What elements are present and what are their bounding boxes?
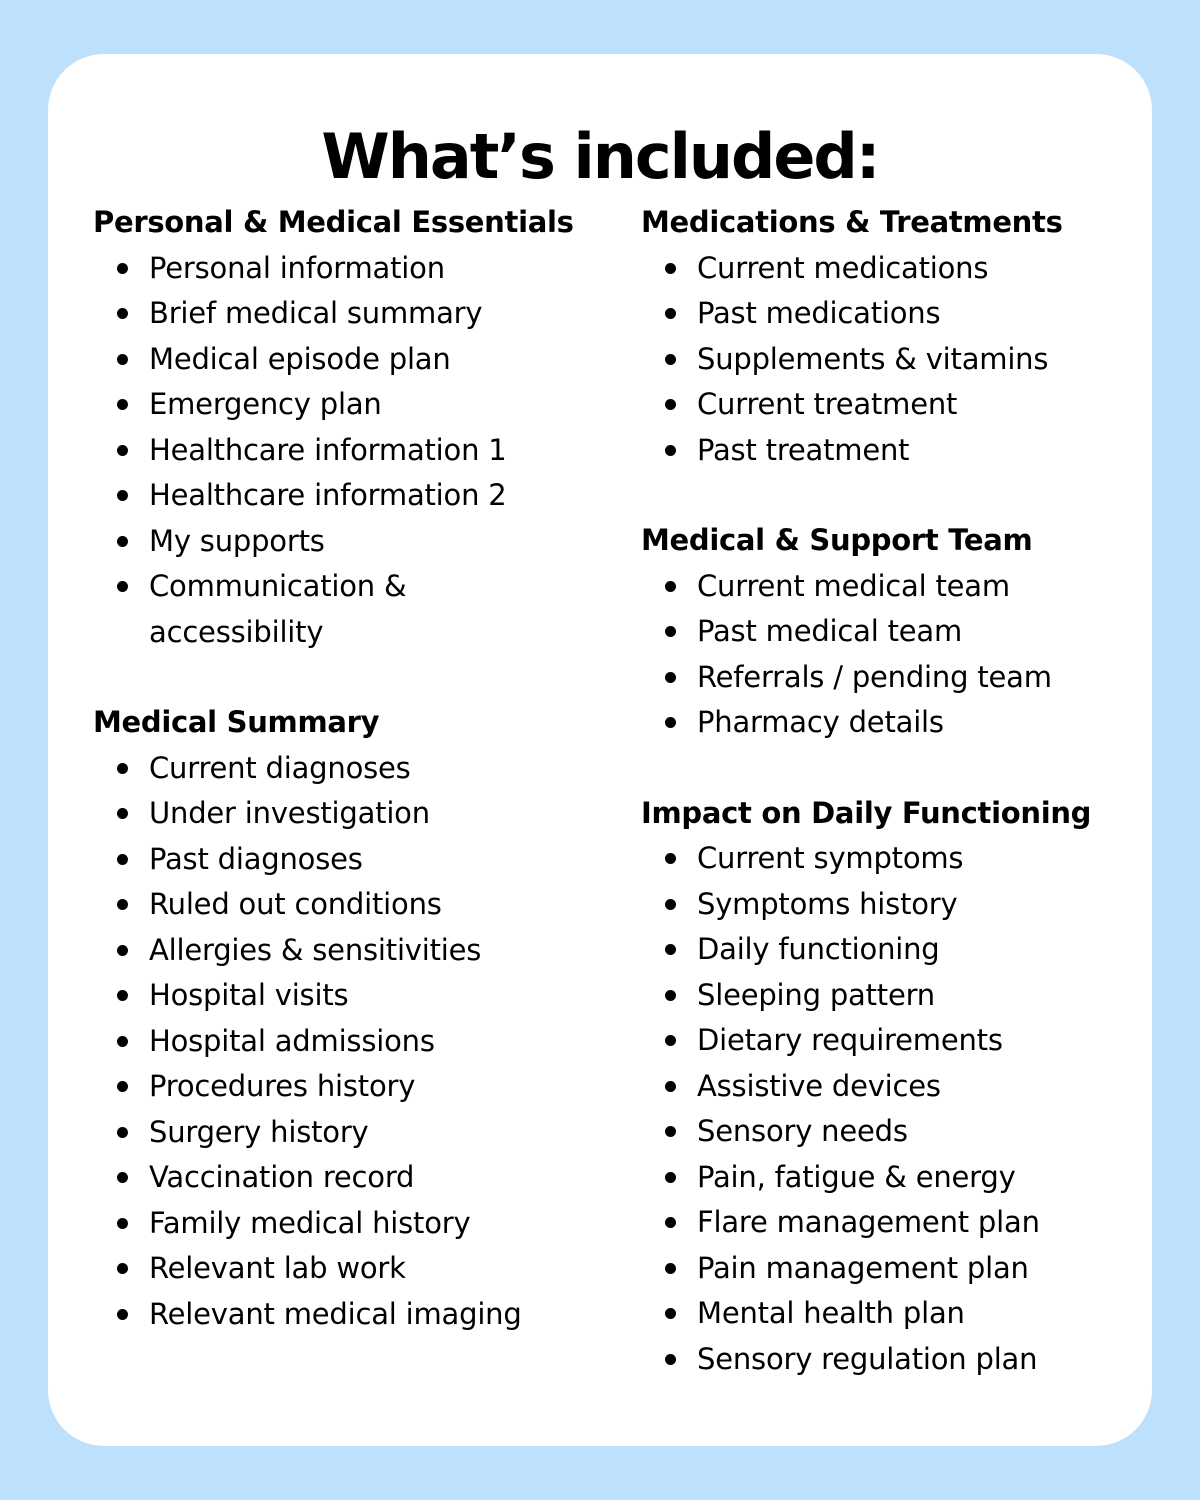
item-list — [641, 564, 1131, 746]
bullet-icon — [665, 1126, 676, 1137]
list-item-label: Family medical history — [149, 1205, 471, 1240]
list-item — [641, 1064, 1131, 1110]
bullet-icon — [117, 581, 128, 592]
left-column — [93, 200, 613, 1382]
section-personal-and-medical-essentials — [93, 200, 613, 655]
item-list — [641, 246, 1131, 474]
list-item — [93, 1155, 613, 1201]
list-item — [93, 928, 613, 974]
list-item — [641, 700, 1131, 746]
list-item-label: Current symptoms — [697, 841, 964, 875]
bullet-icon — [665, 1263, 676, 1274]
bullet-icon — [117, 490, 128, 501]
list-item — [641, 1109, 1131, 1155]
section-heading: Medical Summary — [93, 705, 380, 739]
bullet-icon — [117, 445, 128, 456]
list-item — [93, 1110, 613, 1156]
list-item — [93, 246, 613, 292]
list-item-label: Pain management plan — [697, 1250, 1029, 1285]
bullet-icon — [117, 945, 128, 956]
item-list — [93, 746, 613, 1338]
list-item-label: Personal information — [149, 250, 445, 285]
list-item-label: Allergies & sensitivities — [149, 932, 482, 967]
list-item-label: Daily functioning — [697, 932, 940, 966]
section-medical-summary — [93, 700, 613, 1337]
list-item-label: Healthcare information 2 — [149, 478, 507, 512]
bullet-icon — [665, 581, 676, 592]
list-item — [93, 1292, 613, 1338]
list-item-label: Hospital admissions — [149, 1023, 435, 1058]
bullet-icon — [665, 1172, 676, 1183]
list-item — [641, 337, 1131, 383]
bullet-icon — [117, 1309, 128, 1320]
list-item — [641, 1155, 1131, 1201]
list-item — [93, 382, 613, 428]
bullet-icon — [117, 536, 128, 547]
list-item — [641, 882, 1131, 928]
list-item-label: Assistive devices — [697, 1068, 941, 1103]
list-item — [93, 473, 613, 519]
list-item — [641, 973, 1131, 1019]
list-item-label: Sensory regulation plan — [697, 1341, 1038, 1376]
bullet-icon — [665, 445, 676, 456]
list-item — [93, 746, 613, 792]
list-item — [641, 291, 1131, 337]
list-item — [93, 1246, 613, 1292]
bullet-icon — [665, 354, 676, 365]
list-item-label: Dietary requirements — [697, 1023, 1003, 1057]
list-item-label: Supplements & vitamins — [697, 341, 1049, 376]
section-heading: Medical & Support Team — [641, 523, 1033, 557]
section-impact-on-daily-functioning — [641, 791, 1131, 1383]
bullet-icon — [117, 399, 128, 410]
bullet-icon — [665, 1308, 676, 1319]
bullet-icon — [117, 808, 128, 819]
bullet-icon — [665, 399, 676, 410]
list-item — [93, 882, 613, 928]
bullet-icon — [117, 308, 128, 319]
list-item-label: Brief medical summary — [149, 296, 483, 330]
bullet-icon — [665, 853, 676, 864]
bullet-icon — [665, 626, 676, 637]
list-item — [641, 564, 1131, 610]
list-item-label: Communication & accessibility — [149, 569, 407, 649]
list-item-label: Under investigation — [149, 796, 430, 830]
bullet-icon — [117, 263, 128, 274]
list-item — [93, 973, 613, 1019]
list-item-label: Mental health plan — [697, 1296, 965, 1330]
bullet-icon — [117, 1036, 128, 1047]
list-item — [93, 519, 613, 565]
bullet-icon — [117, 854, 128, 865]
content-card — [48, 54, 1152, 1446]
list-item — [641, 655, 1131, 701]
list-item — [93, 837, 613, 883]
list-item-label: Sensory needs — [697, 1114, 908, 1148]
bullet-icon — [665, 990, 676, 1001]
list-item-label: Vaccination record — [149, 1160, 415, 1194]
list-item — [93, 1019, 613, 1065]
list-item-label: Healthcare information 1 — [149, 432, 507, 467]
section-medical-and-support-team — [641, 518, 1131, 746]
list-item — [93, 564, 449, 655]
list-item-label: Medical episode plan — [149, 341, 451, 376]
bullet-icon — [665, 899, 676, 910]
bullet-icon — [117, 1081, 128, 1092]
list-item-label: Surgery history — [149, 1114, 369, 1149]
item-list — [93, 246, 613, 656]
list-item — [641, 1200, 1131, 1246]
bullet-icon — [117, 1263, 128, 1274]
list-item — [641, 836, 1131, 882]
bullet-icon — [117, 763, 128, 774]
bullet-icon — [117, 1172, 128, 1183]
list-item — [641, 1246, 1131, 1292]
item-list — [641, 836, 1131, 1382]
list-item-label: My supports — [149, 523, 325, 558]
list-item-label: Referrals / pending team — [697, 659, 1052, 694]
section-heading: Personal & Medical Essentials — [93, 205, 574, 239]
section-medications-and-treatments — [641, 200, 1131, 473]
list-item-label: Current medical team — [697, 568, 1010, 603]
list-item — [641, 1337, 1131, 1383]
list-item — [641, 927, 1131, 973]
bullet-icon — [665, 717, 676, 728]
section-heading: Impact on Daily Functioning — [641, 795, 1092, 830]
list-item-label: Past treatment — [697, 432, 910, 467]
bullet-icon — [665, 1217, 676, 1228]
list-item — [93, 1201, 613, 1247]
list-item — [93, 337, 613, 383]
list-item — [93, 428, 613, 474]
list-item-label: Procedures history — [149, 1069, 416, 1103]
bullet-icon — [665, 944, 676, 955]
bullet-icon — [665, 1354, 676, 1365]
list-item-label: Past diagnoses — [149, 841, 363, 876]
bullet-icon — [117, 1218, 128, 1229]
page-title: What’s included: — [321, 120, 879, 193]
list-item — [641, 609, 1131, 655]
bullet-icon — [117, 899, 128, 910]
list-item — [641, 1291, 1131, 1337]
list-item — [641, 382, 1131, 428]
list-item-label: Emergency plan — [149, 387, 382, 421]
list-item — [641, 428, 1131, 474]
list-item-label: Sleeping pattern — [697, 977, 935, 1012]
bullet-icon — [665, 308, 676, 319]
list-item-label: Current medications — [697, 250, 989, 285]
bullet-icon — [117, 990, 128, 1001]
list-item-label: Ruled out conditions — [149, 887, 442, 921]
right-column — [641, 200, 1131, 1427]
bullet-icon — [665, 263, 676, 274]
list-item-label: Current diagnoses — [149, 750, 411, 785]
bullet-icon — [665, 1035, 676, 1046]
list-item-label: Past medical team — [697, 614, 963, 648]
list-item-label: Relevant medical imaging — [149, 1296, 522, 1331]
list-item — [93, 791, 613, 837]
list-item — [93, 291, 613, 337]
list-item-label: Pain, fatigue & energy — [697, 1159, 1016, 1194]
list-item-label: Current treatment — [697, 387, 958, 421]
bullet-icon — [665, 1081, 676, 1092]
list-item-label: Pharmacy details — [697, 705, 944, 739]
list-item — [641, 1018, 1131, 1064]
list-item-label: Flare management plan — [697, 1205, 1040, 1239]
list-item-label: Relevant lab work — [149, 1251, 406, 1285]
bullet-icon — [117, 1127, 128, 1138]
list-item — [641, 246, 1131, 292]
section-heading: Medications & Treatments — [641, 205, 1063, 239]
bullet-icon — [665, 672, 676, 683]
list-item-label: Past medications — [697, 296, 941, 330]
list-item-label: Hospital visits — [149, 978, 349, 1012]
bullet-icon — [117, 354, 128, 365]
list-item-label: Symptoms history — [697, 886, 958, 921]
list-item — [93, 1064, 613, 1110]
